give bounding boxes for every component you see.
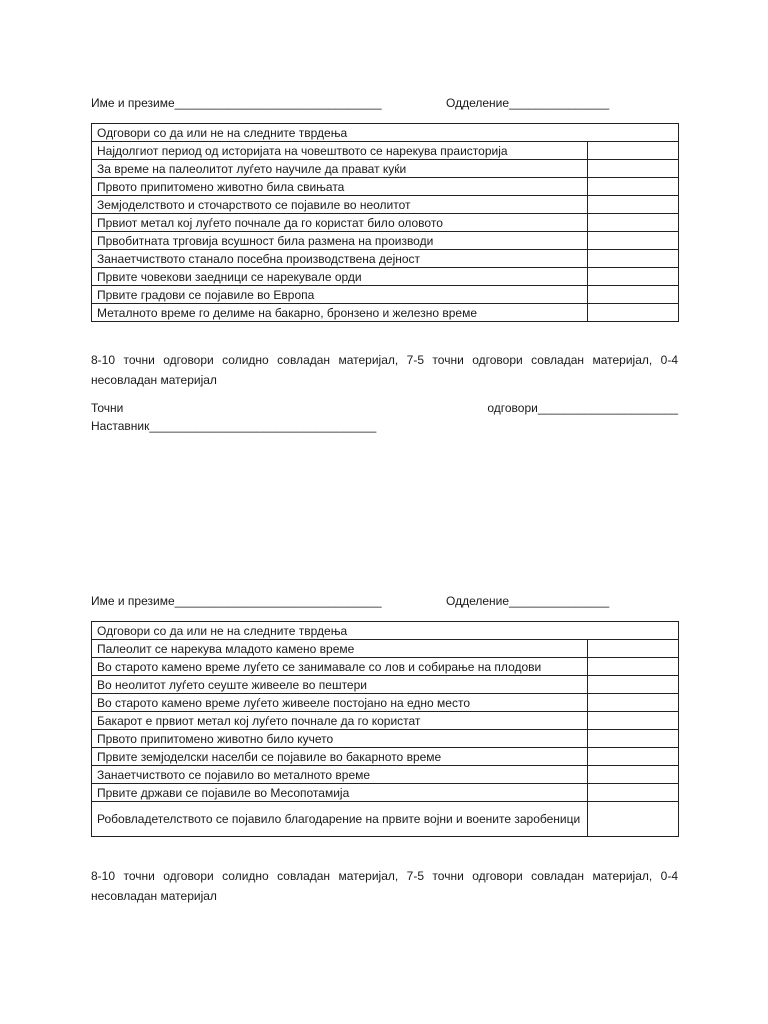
table-row	[92, 304, 679, 322]
quiz-table-2	[91, 621, 679, 837]
answer-cell[interactable]	[588, 214, 679, 232]
table-row	[92, 748, 679, 766]
statement-text: Првото припитомено животно била свињата	[92, 178, 588, 196]
answer-cell[interactable]	[588, 250, 679, 268]
table-header-row	[92, 622, 679, 640]
student-name-line: Име и презиме_______________________________	[91, 96, 382, 110]
table-header: Одговори со да или не на следните тврдења	[92, 124, 679, 142]
table-row	[92, 784, 679, 802]
table-row	[92, 142, 679, 160]
answer-cell[interactable]	[588, 142, 679, 160]
table-row	[92, 676, 679, 694]
answer-cell[interactable]	[588, 268, 679, 286]
teacher-line: Наставник__________________________________	[91, 419, 377, 433]
answer-cell[interactable]	[588, 784, 679, 802]
answer-cell[interactable]	[588, 694, 679, 712]
correct-answers-line: одговори_____________________	[487, 401, 678, 415]
grading-note: 8-10 точни одговори солидно совладан материјал, 7-5 точни одговори совладан материјал, 0-4 несовладан материјал	[91, 869, 678, 903]
answer-cell[interactable]	[588, 304, 679, 322]
statement-text: Металното време го делиме на бакарно, бронзено и железно време	[92, 304, 588, 322]
answer-cell[interactable]	[588, 160, 679, 178]
answer-cell[interactable]	[588, 658, 679, 676]
statement-text: Во неолитот луѓето сеуште живееле во пештери	[92, 676, 588, 694]
answer-cell[interactable]	[588, 712, 679, 730]
table-row	[92, 196, 679, 214]
statement-text: Занаетчиството се појавило во металното време	[92, 766, 588, 784]
table-row	[92, 640, 679, 658]
table-row	[92, 268, 679, 286]
answer-cell[interactable]	[588, 640, 679, 658]
table-row	[92, 214, 679, 232]
statement-text: Во старото камено време луѓето живееле постојано на едно место	[92, 694, 588, 712]
table-header: Одговори со да или не на следните тврдења	[92, 622, 679, 640]
table-row	[92, 286, 679, 304]
answer-cell[interactable]	[588, 766, 679, 784]
statement-text: Првите земјоделски населби се појавиле во бакарното време	[92, 748, 588, 766]
answer-cell[interactable]	[588, 730, 679, 748]
statement-text: Робовладетелството се појавило благодарение на првите војни и воените заробеници	[92, 802, 588, 837]
student-name-line: Име и презиме_______________________________	[91, 594, 382, 608]
statement-text: Првите држави се појавиле во Месопотамија	[92, 784, 588, 802]
statement-text: Првите човекови заедници се нарекувале орди	[92, 268, 588, 286]
statement-text: Првото припитомено животно било кучето	[92, 730, 588, 748]
table-row	[92, 730, 679, 748]
table-row	[92, 178, 679, 196]
correct-answers-label: Точни	[91, 401, 124, 415]
table-row	[92, 712, 679, 730]
statement-text: Палеолит се нарекува младото камено време	[92, 640, 588, 658]
statement-text: За време на палеолитот луѓето научиле да прават куќи	[92, 160, 588, 178]
statement-text: Првобитната трговија всушност била размена на производи	[92, 232, 588, 250]
table-row	[92, 160, 679, 178]
statement-text: Најдолгиот период од историјата на човештвото се нарекува праисторија	[92, 142, 588, 160]
quiz-table-1	[91, 123, 679, 322]
answer-cell[interactable]	[588, 178, 679, 196]
class-line: Одделение_______________	[446, 594, 610, 608]
answer-cell[interactable]	[588, 232, 679, 250]
table-row	[92, 250, 679, 268]
table-row	[92, 802, 679, 837]
grading-note: 8-10 точни одговори солидно совладан материјал, 7-5 точни одговори совладан материјал, 0-4 несовладан материјал	[91, 353, 678, 387]
answer-cell[interactable]	[588, 748, 679, 766]
statement-text: Првите градови се појавиле во Европа	[92, 286, 588, 304]
statement-text: Занаетчиството станало посебна производствена дејност	[92, 250, 588, 268]
answer-cell[interactable]	[588, 286, 679, 304]
statement-text: Првиот метал кој луѓето почнале да го користат било оловото	[92, 214, 588, 232]
table-row	[92, 232, 679, 250]
answer-cell[interactable]	[588, 802, 679, 837]
table-header-row	[92, 124, 679, 142]
table-row	[92, 766, 679, 784]
class-line: Одделение_______________	[446, 96, 610, 110]
answer-cell[interactable]	[588, 196, 679, 214]
statement-text: Бакарот е првиот метал кој луѓето почнале да го користат	[92, 712, 588, 730]
table-row	[92, 658, 679, 676]
statement-text: Во старото камено време луѓето се занимавале со лов и собирање на плодови	[92, 658, 588, 676]
answer-cell[interactable]	[588, 676, 679, 694]
statement-text: Земјоделството и сточарството се појавиле во неолитот	[92, 196, 588, 214]
table-row	[92, 694, 679, 712]
